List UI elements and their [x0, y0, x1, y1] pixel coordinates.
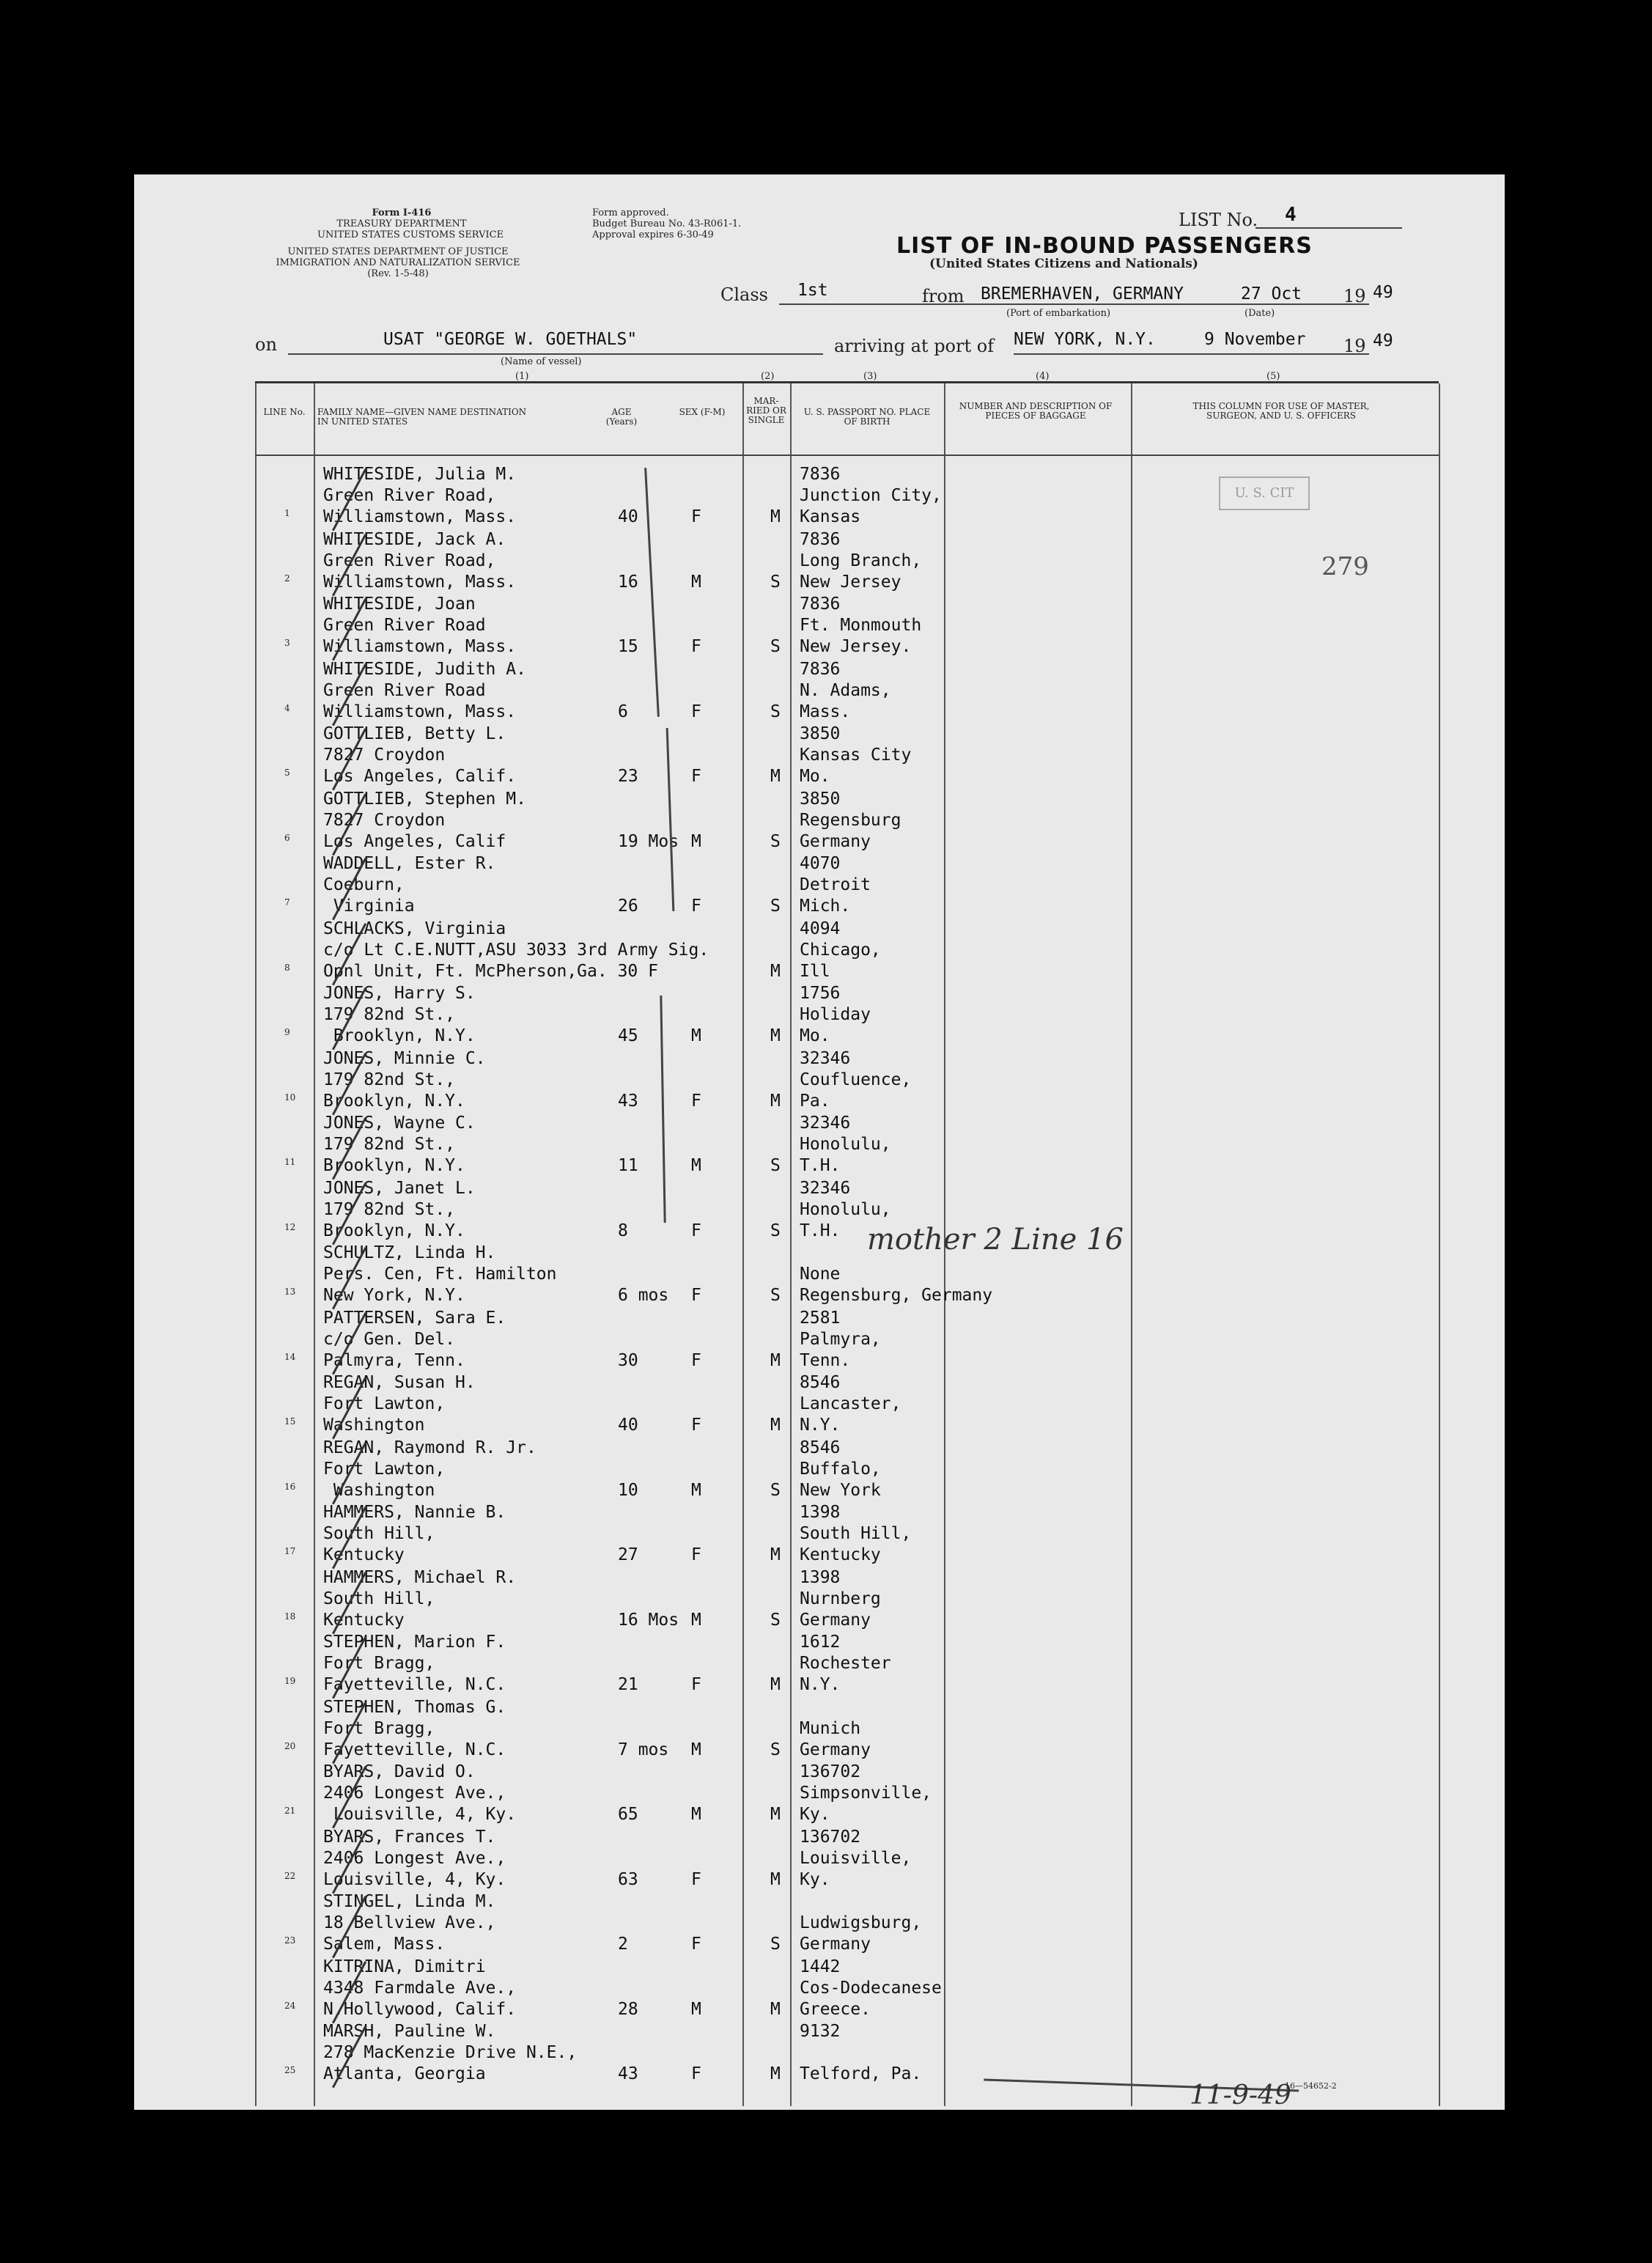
passport-number: 1442 [800, 1957, 841, 1976]
passport-number: 7836 [800, 465, 841, 484]
passenger-address: Fort Bragg, [323, 1718, 435, 1738]
birthplace-line1: Ludwigsburg, [800, 1913, 922, 1932]
line-number: 21 [284, 1806, 296, 1816]
passenger-address: 7827 Croydon [323, 746, 446, 765]
line-number: 11 [284, 1157, 296, 1167]
passenger-marital: S [770, 1935, 781, 1954]
passenger-address: Fort Lawton, [323, 1394, 446, 1413]
passenger-age: 15 [618, 637, 638, 656]
birthplace-line2: Tenn. [800, 1350, 851, 1370]
birthplace-line2: New Jersey. [800, 637, 912, 656]
from-label: from [922, 286, 965, 306]
passport-number: 1398 [800, 1567, 841, 1587]
passenger-address: 179 82nd St., [323, 1005, 456, 1024]
birthplace-line2: New Jersey [800, 572, 901, 592]
passport-number: 8546 [800, 1438, 841, 1457]
passenger-name: BYARS, Frances T. [323, 1827, 496, 1847]
vessel-caption: (Name of vessel) [501, 356, 582, 367]
year-prefix: 19 [1343, 286, 1366, 306]
col-num-1: (1) [515, 371, 529, 382]
passenger-address: 2406 Longest Ave., [323, 1784, 506, 1803]
line-number: 15 [284, 1416, 296, 1427]
passenger-marital: S [770, 1286, 781, 1305]
list-no-label: LIST No. [1179, 210, 1258, 230]
birthplace-line2: Kansas [800, 507, 861, 526]
passenger-age: 16 Mos [618, 1610, 679, 1630]
col-header-line: LINE No. [263, 407, 306, 417]
birthplace-line1: Palmyra, [800, 1329, 881, 1349]
passenger-marital: M [770, 1416, 781, 1435]
birthplace-line2: Ill [800, 961, 830, 981]
birthplace-line1: Buffalo, [800, 1459, 881, 1479]
passenger-marital: M [770, 1545, 781, 1564]
passenger-city: N.Hollywood, Calif. [323, 1999, 517, 2019]
passenger-sex: M [691, 1740, 701, 1759]
passenger-name: BYARS, David O. [323, 1762, 476, 1781]
passenger-marital: M [770, 1675, 781, 1694]
passenger-sex: M [691, 1156, 701, 1175]
passenger-sex: F [691, 1869, 701, 1889]
passenger-marital: M [770, 961, 781, 981]
passenger-age: 43 [618, 2064, 638, 2083]
passenger-name: WADDELL, Ester R. [323, 854, 496, 873]
passenger-marital: S [770, 1740, 781, 1759]
col-num-2: (2) [761, 371, 775, 382]
arrival-year: 49 [1373, 331, 1393, 350]
passenger-address: c/o Gen. Del. [323, 1329, 456, 1349]
passenger-age: 27 [618, 1545, 638, 1564]
passenger-sex: F [691, 767, 701, 786]
birthplace-line2: Germany [800, 1935, 871, 1954]
passport-number: 8546 [800, 1373, 841, 1392]
passenger-name: JONES, Wayne C. [323, 1114, 476, 1133]
birthplace-line2: Germany [800, 1740, 871, 1759]
passenger-name: WHITESIDE, Joan [323, 595, 476, 614]
passenger-name: KITRINA, Dimitri [323, 1957, 486, 1976]
birthplace-line1: Long Branch, [800, 551, 922, 570]
passenger-name: SCHULTZ, Linda H. [323, 1243, 496, 1262]
birthplace-line2: Mo. [800, 767, 830, 786]
birthplace-line1: Kansas City [800, 746, 912, 765]
birthplace-line2: Regensburg, Germany [800, 1286, 993, 1305]
birthplace-line2: Mass. [800, 702, 851, 721]
passenger-city: Williamstown, Mass. [323, 702, 517, 721]
passenger-sex: F [691, 1350, 701, 1370]
passenger-city: Salem, Mass. [323, 1935, 446, 1954]
passenger-address: Pers. Cen, Ft. Hamilton [323, 1265, 557, 1284]
birthplace-line1: Regensburg [800, 810, 901, 830]
passenger-age: 16 [618, 572, 638, 592]
line-number: 16 [284, 1481, 296, 1492]
col-num-5: (5) [1266, 371, 1280, 382]
passenger-age: 65 [618, 1805, 638, 1824]
passport-number: 3850 [800, 724, 841, 743]
passenger-name: REGAN, Raymond R. Jr. [323, 1438, 536, 1457]
passenger-sex: F [691, 1545, 701, 1564]
class-label: Class [720, 284, 768, 305]
birthplace-line1: Cos-Dodecanese [800, 1978, 942, 1998]
passenger-sex: F [691, 1416, 701, 1435]
form-approved: Form approved. [592, 207, 669, 218]
passenger-name: GOTTLIEB, Betty L. [323, 724, 506, 743]
line-number: 3 [284, 638, 290, 648]
col-header-sex: SEX (F-M) [679, 407, 726, 417]
passenger-age: 40 [618, 507, 638, 526]
passport-number: 136702 [800, 1827, 861, 1847]
arrival-year-prefix: 19 [1343, 336, 1366, 356]
inspection-date: 11-9-49 [1190, 2080, 1291, 2111]
passport-number: 32346 [800, 1114, 851, 1133]
line-number: 14 [284, 1351, 296, 1362]
passport-number: 7836 [800, 595, 841, 614]
passport-number: 9132 [800, 2022, 841, 2041]
line-number: 24 [284, 2000, 296, 2011]
passenger-city: Brooklyn, N.Y. [323, 1156, 465, 1175]
passenger-name: STEPHEN, Thomas G. [323, 1697, 506, 1717]
birthplace-line2: Greece. [800, 1999, 871, 2019]
passenger-address: 18 Bellview Ave., [323, 1913, 496, 1932]
passenger-sex: F [691, 1221, 701, 1240]
passenger-address: 278 MacKenzie Drive N.E., [323, 2043, 578, 2062]
birthplace-line1: Detroit [800, 875, 871, 894]
passenger-address: 2406 Longest Ave., [323, 1848, 506, 1868]
passenger-sex: F [691, 637, 701, 656]
passenger-city: Virginia [323, 897, 415, 916]
passenger-marital: S [770, 1156, 781, 1175]
birthplace-line2: Ky. [800, 1805, 830, 1824]
vessel-name: USAT "GEORGE W. GOETHALS" [383, 330, 638, 349]
passenger-sex: F [691, 702, 701, 721]
passenger-sex: F [691, 1675, 701, 1694]
passenger-name: MARSH, Pauline W. [323, 2022, 496, 2041]
birthplace-line1: Nurnberg [800, 1589, 881, 1608]
passenger-name: GOTTLIEB, Stephen M. [323, 789, 526, 809]
manifest-page [134, 174, 1505, 2110]
line-number: 1 [284, 508, 290, 518]
passenger-name: WHITESIDE, Julia M. [323, 465, 517, 484]
passenger-age: 63 [618, 1869, 638, 1889]
line-number: 2 [284, 573, 290, 584]
passenger-city: Atlanta, Georgia [323, 2064, 486, 2083]
passenger-city: Williamstown, Mass. [323, 507, 517, 526]
passenger-marital: S [770, 1610, 781, 1630]
passenger-sex: M [691, 1610, 701, 1630]
embarkation-port: BREMERHAVEN, GERMANY [981, 284, 1184, 303]
line-number: 23 [284, 1935, 296, 1946]
passenger-name: HAMMERS, Michael R. [323, 1567, 517, 1587]
birthplace-line1: N. Adams, [800, 680, 891, 700]
passenger-name: WHITESIDE, Judith A. [323, 659, 526, 679]
passenger-address: 4348 Farmdale Ave., [323, 1978, 517, 1998]
passenger-sex: F [691, 507, 701, 526]
birthplace-line1: Coufluence, [800, 1070, 912, 1089]
passenger-city: Williamstown, Mass. [323, 637, 517, 656]
passenger-age: 6 mos [618, 1286, 669, 1305]
passport-number: 32346 [800, 1178, 851, 1198]
passport-number: 4070 [800, 854, 841, 873]
col-header-married: MAR-RIED OR SINGLE [746, 396, 786, 425]
birthplace-line2: Mo. [800, 1026, 830, 1045]
page-title: LIST OF IN-BOUND PASSENGERS [896, 233, 1313, 259]
dept-customs: UNITED STATES CUSTOMS SERVICE [317, 229, 504, 240]
birthplace-line1: None [800, 1265, 841, 1284]
passenger-age: 28 [618, 1999, 638, 2019]
birthplace-line2: Kentucky [800, 1545, 881, 1564]
passenger-marital: M [770, 1999, 781, 2019]
line-number: 5 [284, 768, 290, 778]
citizen-stamp: U. S. CIT [1219, 476, 1310, 510]
list-number: 4 [1285, 204, 1297, 226]
birthplace-line1: Rochester [800, 1654, 891, 1673]
passenger-marital: M [770, 2064, 781, 2083]
passenger-marital: M [770, 507, 781, 526]
passenger-age: 26 [618, 897, 638, 916]
passenger-name: REGAN, Susan H. [323, 1373, 476, 1392]
birthplace-line2: Pa. [800, 1091, 830, 1111]
port-caption: (Port of embarkation) [1006, 308, 1111, 319]
passenger-address: 7827 Croydon [323, 810, 446, 830]
passenger-marital: M [770, 1350, 781, 1370]
dept-treasury: TREASURY DEPARTMENT [336, 218, 467, 229]
passenger-address: Green River Road, [323, 551, 496, 570]
line-number: 25 [284, 2065, 296, 2075]
col-num-3: (3) [863, 371, 877, 382]
col-num-4: (4) [1036, 371, 1050, 382]
passenger-city: Kentucky [323, 1545, 405, 1564]
passport-number: 2581 [800, 1308, 841, 1328]
passenger-sex: M [691, 572, 701, 592]
birthplace-line1: South Hill, [800, 1524, 912, 1543]
passenger-sex: M [691, 1805, 701, 1824]
passenger-marital: M [770, 1091, 781, 1111]
passenger-age: 21 [618, 1675, 638, 1694]
footer-code: 16—54652-2 [1285, 2081, 1337, 2091]
passenger-marital: M [770, 1026, 781, 1045]
passport-number: 1756 [800, 984, 841, 1003]
line-number: 12 [284, 1221, 296, 1232]
passenger-city: Williamstown, Mass. [323, 572, 517, 592]
passenger-city: Washington [323, 1416, 425, 1435]
passenger-city: Louisville, 4, Ky. [323, 1805, 517, 1824]
line-number: 17 [284, 1546, 296, 1556]
passport-number: 3850 [800, 789, 841, 809]
passenger-city: Los Angeles, Calif [323, 831, 506, 851]
birthplace-line1: Honolulu, [800, 1135, 891, 1154]
line-number: 9 [284, 1027, 290, 1037]
passenger-age: 23 [618, 767, 638, 786]
embarkation-date: 27 Oct [1241, 284, 1302, 303]
line-number: 22 [284, 1870, 296, 1881]
embarkation-year: 49 [1373, 283, 1393, 302]
arriving-label: arriving at port of [834, 336, 995, 356]
line-number: 6 [284, 832, 290, 843]
handwritten-note: mother 2 Line 16 [867, 1223, 1124, 1256]
passenger-age: 8 [618, 1221, 628, 1240]
passenger-address: c/o Lt C.E.NUTT,ASU 3033 3rd Army Sig. [323, 940, 709, 960]
dept-ins: IMMIGRATION AND NATURALIZATION SERVICE [276, 257, 520, 268]
passenger-city: Palmyra, Tenn. [323, 1350, 465, 1370]
passenger-age: 45 [618, 1026, 638, 1045]
passenger-address: South Hill, [323, 1589, 435, 1608]
arrival-port: NEW YORK, N.Y. [1014, 330, 1156, 349]
line-number: 4 [284, 702, 290, 713]
birthplace-line1: Chicago, [800, 940, 881, 960]
passenger-city: Louisville, 4, Ky. [323, 1869, 506, 1889]
passenger-sex: F [691, 1935, 701, 1954]
passenger-sex: M [691, 1480, 701, 1500]
birthplace-line1: Lancaster, [800, 1394, 901, 1413]
passenger-age: 6 [618, 702, 628, 721]
col-header-passport: U. S. PASSPORT NO. PLACE OF BIRTH [803, 407, 931, 427]
line-number: 20 [284, 1740, 296, 1751]
passenger-marital: M [770, 1805, 781, 1824]
passenger-age: 10 [618, 1480, 638, 1500]
passport-number: 7836 [800, 659, 841, 679]
arrival-date: 9 November [1204, 330, 1306, 349]
passenger-marital: M [770, 1869, 781, 1889]
birthplace-line2: T.H. [800, 1156, 841, 1175]
col-header-baggage: NUMBER AND DESCRIPTION OF PIECES OF BAGGAGE [959, 401, 1113, 421]
birthplace-line1: Simpsonville, [800, 1784, 932, 1803]
col-header-name: FAMILY NAME—GIVEN NAME DESTINATION IN UNITED STATES [317, 407, 527, 427]
page-subtitle: (United States Citizens and Nationals) [929, 257, 1198, 271]
passenger-age: 19 Mos [618, 831, 679, 851]
birthplace-line2: New York [800, 1480, 881, 1500]
passenger-sex: M [691, 1999, 701, 2019]
passenger-city: Fayetteville, N.C. [323, 1675, 506, 1694]
passenger-marital: S [770, 1480, 781, 1500]
line-number: 18 [284, 1611, 296, 1622]
passenger-marital: S [770, 637, 781, 656]
passenger-city: Brooklyn, N.Y. [323, 1091, 465, 1111]
passenger-name: SCHLACKS, Virginia [323, 919, 506, 938]
form-revision: (Rev. 1-5-48) [367, 268, 429, 279]
passenger-name: HAMMERS, Nannie B. [323, 1503, 506, 1522]
approval-expires: Approval expires 6-30-49 [592, 229, 714, 240]
birthplace-line2: N.Y. [800, 1416, 841, 1435]
line-number: 10 [284, 1092, 296, 1103]
passenger-city: Los Angeles, Calif. [323, 767, 517, 786]
passenger-address: Green River Road [323, 680, 486, 700]
passenger-address: Green River Road, [323, 486, 496, 505]
line-number: 13 [284, 1287, 296, 1297]
birthplace-line2: Ky. [800, 1869, 830, 1889]
passenger-city: Fayetteville, N.C. [323, 1740, 506, 1759]
class-value: 1st [797, 281, 828, 300]
passenger-name: PATTERSEN, Sara E. [323, 1308, 506, 1328]
birthplace-line2: Mich. [800, 897, 851, 916]
passenger-city: Brooklyn, N.Y. [323, 1221, 465, 1240]
passenger-name: STEPHEN, Marion F. [323, 1633, 506, 1652]
passenger-marital: S [770, 702, 781, 721]
passenger-marital: S [770, 897, 781, 916]
passenger-address: Coeburn, [323, 875, 405, 894]
passenger-marital: S [770, 1221, 781, 1240]
birthplace-line2: Telford, Pa. [800, 2064, 922, 2083]
passport-number: 4094 [800, 919, 841, 938]
birthplace-line2: T.H. [800, 1221, 841, 1240]
col-header-age: AGE (Years) [605, 407, 638, 427]
passenger-address: Green River Road [323, 616, 486, 635]
line-number: 19 [284, 1676, 296, 1686]
passenger-address: 179 82nd St., [323, 1199, 456, 1219]
passenger-sex: F [691, 1286, 701, 1305]
passport-number: 32346 [800, 1048, 851, 1068]
passenger-age: 40 [618, 1416, 638, 1435]
passenger-city: Kentucky [323, 1610, 405, 1630]
passenger-city: Washington [323, 1480, 435, 1500]
birthplace-line1: Honolulu, [800, 1199, 891, 1219]
passenger-marital: M [770, 767, 781, 786]
passenger-sex: M [691, 1026, 701, 1045]
birthplace-line1: Holiday [800, 1005, 871, 1024]
passenger-address: 179 82nd St., [323, 1070, 456, 1089]
date-caption: (Date) [1244, 308, 1275, 319]
passenger-address: 179 82nd St., [323, 1135, 456, 1154]
passenger-name: JONES, Janet L. [323, 1178, 476, 1198]
passenger-name: JONES, Minnie C. [323, 1048, 486, 1068]
dept-justice: UNITED STATES DEPARTMENT OF JUSTICE [287, 246, 509, 257]
passenger-marital: S [770, 572, 781, 592]
passenger-city: Brooklyn, N.Y. [323, 1026, 476, 1045]
birthplace-line2: Germany [800, 1610, 871, 1630]
birthplace-line1: Junction City, [800, 486, 942, 505]
passenger-age: 2 [618, 1935, 628, 1954]
passenger-sex: M [691, 831, 701, 851]
on-label: on [255, 334, 277, 355]
passenger-address: Fort Lawton, [323, 1459, 446, 1479]
passenger-sex: F [691, 897, 701, 916]
passport-number: 7836 [800, 529, 841, 549]
passenger-age: 30 [618, 1350, 638, 1370]
passport-number: 136702 [800, 1762, 861, 1781]
passenger-city: New York, N.Y. [323, 1286, 465, 1305]
page-number: 279 [1321, 552, 1369, 581]
passenger-address: South Hill, [323, 1524, 435, 1543]
passport-number: 1612 [800, 1633, 841, 1652]
passenger-sex: F [691, 1091, 701, 1111]
passenger-age: 43 [618, 1091, 638, 1111]
passenger-marital: S [770, 831, 781, 851]
passenger-address: Fort Bragg, [323, 1654, 435, 1673]
line-number: 8 [284, 962, 290, 973]
birthplace-line1: Louisville, [800, 1848, 912, 1868]
birthplace-line1: Ft. Monmouth [800, 616, 922, 635]
passenger-age: 7 mos [618, 1740, 669, 1759]
passenger-sex: F [691, 2064, 701, 2083]
col-header-officers: THIS COLUMN FOR USE OF MASTER, SURGEON, AND U. S. OFFICERS [1192, 401, 1370, 421]
passenger-name: JONES, Harry S. [323, 984, 476, 1003]
passenger-city: Opnl Unit, Ft. McPherson,Ga. 30 F [323, 961, 658, 981]
birthplace-line2: Germany [800, 831, 871, 851]
passport-number: 1398 [800, 1503, 841, 1522]
budget-bureau: Budget Bureau No. 43-R061-1. [592, 218, 742, 229]
line-number: 7 [284, 897, 290, 908]
birthplace-line1: Munich [800, 1718, 861, 1738]
passenger-name: WHITESIDE, Jack A. [323, 529, 506, 549]
birthplace-line2: N.Y. [800, 1675, 841, 1694]
passenger-name: STINGEL, Linda M. [323, 1892, 496, 1911]
passenger-age: 11 [618, 1156, 638, 1175]
form-number: Form I-416 [372, 207, 432, 218]
